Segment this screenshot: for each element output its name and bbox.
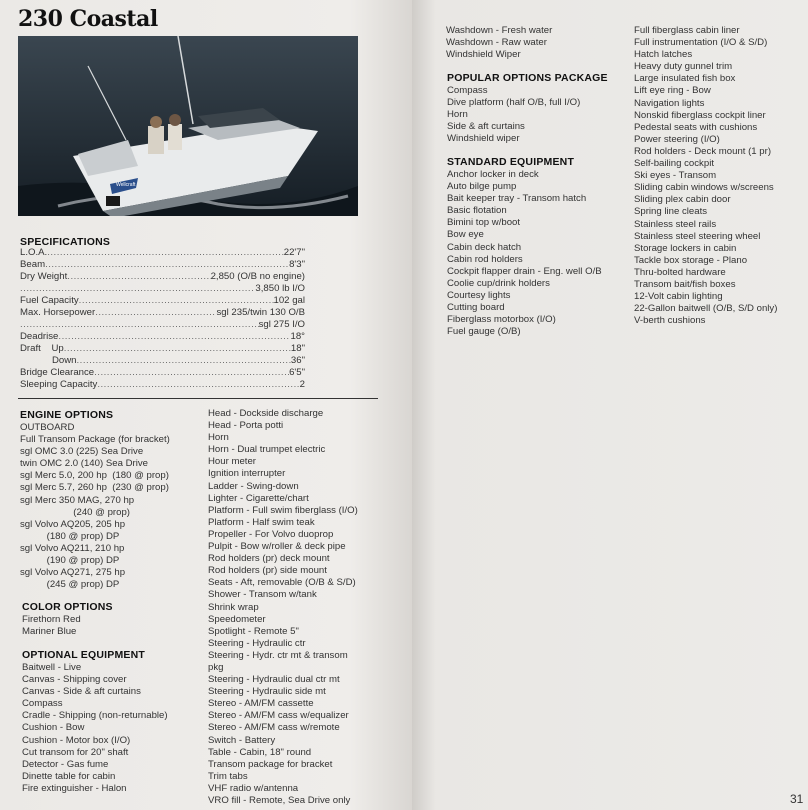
standard-equipment-item: Bow eye: [447, 229, 484, 241]
spec-row: [20, 331, 305, 343]
standard-equipment-item: Ski eyes - Transom: [634, 170, 717, 182]
standard-equipment-item: Cockpit flapper drain - Eng. well O/B: [447, 265, 602, 277]
color-options-heading: COLOR OPTIONS: [22, 601, 113, 613]
engine-option-item: twin OMC 2.0 (140) Sea Drive: [20, 458, 148, 470]
optional-equipment-item: Canvas - Side & aft curtains: [22, 686, 141, 698]
standard-equipment-item: Tackle box storage - Plano: [634, 254, 748, 266]
optional-equipment-item: Head - Dockside discharge: [208, 408, 324, 419]
standard-equipment-item: Storage lockers in cabin: [634, 242, 737, 254]
standard-equipment-item: Spring line cleats: [634, 206, 708, 218]
section-divider: [18, 398, 378, 399]
engine-option-item: sgl Volvo AQ205, 205 hp: [20, 518, 126, 530]
engine-option-item: sgl Merc 350 MAG, 270 hp: [20, 494, 135, 506]
standard-equipment-item: Fiberglass motorbox (I/O): [447, 314, 556, 326]
optional-equipment-item: Cushion - Bow: [22, 722, 85, 734]
optional-equipment-item: Table - Cabin, 18" round: [208, 746, 312, 758]
engine-option-item: sgl Merc 5.0, 200 hp (180 @ prop): [20, 470, 169, 482]
popular-options-heading: POPULAR OPTIONS PACKAGE: [447, 72, 608, 84]
standard-equipment-item: Lift eye ring - Bow: [634, 85, 711, 97]
engine-option-item: Full Transom Package (for bracket): [20, 434, 170, 446]
optional-equipment-col2: [208, 408, 358, 807]
optional-equipment-item: Spotlight - Remote 5": [208, 625, 299, 637]
standard-equipment-item: Thru-bolted hardware: [634, 266, 726, 278]
optional-equipment-item: Speedometer: [208, 613, 266, 625]
engine-option-item: sgl Volvo AQ271, 275 hp: [20, 567, 126, 579]
optional-equipment-item: Steering - Hydraulic ctr: [208, 637, 306, 649]
optional-equipment-item: Cradle - Shipping (non-returnable): [22, 710, 168, 722]
optional-equipment-item: Shower - Transom w/tank: [208, 589, 317, 601]
standard-equipment-item: V-berth cushions: [634, 315, 706, 327]
spec-value: 18": [290, 343, 305, 354]
standard-equipment-item: Bimini top w/boot: [447, 217, 521, 229]
standard-equipment-col1: [447, 169, 602, 338]
standard-equipment-item: Courtesy lights: [447, 289, 511, 301]
standard-equipment-item: Hatch latches: [634, 49, 693, 61]
spec-value: sgl 275 I/O: [258, 319, 305, 330]
spec-label: Deadrise: [20, 331, 59, 342]
optional-equipment-heading: OPTIONAL EQUIPMENT: [22, 649, 145, 661]
dot-leader: [58, 331, 290, 343]
engine-option-item: (245 @ prop) DP: [20, 579, 120, 591]
optional-equipment-item: Seats - Aft, removable (O/B & S/D): [208, 577, 356, 589]
popular-options-list: [447, 85, 580, 145]
optional-equipment-item: Rod holders (pr) side mount: [208, 565, 327, 577]
optional-equipment-item: Cut transom for 20" shaft: [22, 746, 129, 758]
dot-leader: [77, 355, 291, 367]
standard-equipment-item: 12-Volt cabin lighting: [634, 291, 723, 303]
spec-label: Fuel Capacity: [20, 295, 79, 306]
optional-equipment-item: Dinette table for cabin: [22, 770, 116, 782]
dot-leader: [94, 367, 289, 379]
standard-equipment-item: Fuel gauge (O/B): [447, 326, 521, 338]
standard-equipment-item: Cabin deck hatch: [447, 241, 522, 253]
standard-equipment-item: Bait keeper tray - Transom hatch: [447, 193, 587, 205]
spec-label: Dry Weight: [20, 271, 68, 282]
dot-leader: [97, 379, 299, 391]
standard-equipment-heading: STANDARD EQUIPMENT: [447, 156, 575, 168]
spec-value: 3,850 lb I/O: [255, 283, 305, 294]
optional-equipment-item: Propeller - For Volvo duoprop: [208, 528, 334, 540]
popular-option-item: Dive platform (half O/B, full I/O): [447, 97, 581, 109]
optional-equipment-item: Ladder - Swing-down: [208, 480, 299, 492]
optional-equipment-item: Hour meter: [208, 456, 256, 468]
optional-equipment-item: Transom package for bracket: [208, 758, 333, 770]
optional-equipment-item: Washdown - Raw water: [446, 37, 547, 49]
page-number: 31: [790, 792, 804, 806]
spec-row: [20, 343, 305, 355]
boat-photo: [18, 36, 358, 216]
spec-label: Down: [20, 355, 77, 366]
optional-equipment-col1: [22, 662, 168, 795]
optional-equipment-item: Trim tabs: [208, 770, 248, 782]
optional-equipment-item: Steering - Hydraulic dual ctr mt: [208, 674, 340, 686]
optional-equipment-item: Lighter - Cigarette/chart: [208, 492, 309, 504]
engine-options-list: [20, 422, 170, 591]
optional-equipment-item: Steering - Hydraulic side mt: [208, 686, 326, 698]
dot-leader: [95, 307, 216, 319]
standard-equipment-item: Basic flotation: [447, 205, 507, 217]
optional-equipment-item: Stereo - AM/FM cassette: [208, 698, 314, 710]
spec-row: [20, 259, 305, 271]
standard-equipment-item: Stainless steel rails: [634, 218, 717, 230]
spec-label: Beam: [20, 259, 46, 270]
spec-row: [20, 355, 305, 367]
standard-equipment-item: Cutting board: [447, 302, 505, 314]
specifications-heading: SPECIFICATIONS: [20, 236, 111, 248]
standard-equipment-item: Navigation lights: [634, 97, 705, 109]
dot-leader: [67, 271, 210, 283]
optional-equipment-item: Windshield Wiper: [446, 49, 521, 61]
optional-equipment-item: pkg: [208, 661, 224, 673]
standard-equipment-item: Full fiberglass cabin liner: [634, 25, 740, 36]
dot-leader: [79, 295, 274, 307]
standard-equipment-item: Full instrumentation (I/O & S/D): [634, 37, 768, 49]
standard-equipment-item: Coolie cup/drink holders: [447, 277, 550, 289]
optional-equipment-item: Platform - Half swim teak: [208, 516, 315, 528]
standard-equipment-item: Power steering (I/O): [634, 133, 720, 145]
standard-equipment-item: Transom bait/fish boxes: [634, 278, 736, 290]
color-option-item: Mariner Blue: [22, 626, 77, 638]
hull-badge: Wellcraft: [116, 182, 136, 188]
engine-option-item: sgl Volvo AQ211, 210 hp: [20, 542, 125, 554]
spec-label: Bridge Clearance: [20, 367, 95, 378]
spec-row: [20, 367, 305, 379]
spec-label: Sleeping Capacity: [20, 379, 98, 390]
page-title: 230 Coastal: [18, 6, 158, 32]
spec-row: [20, 307, 305, 319]
standard-equipment-item: 22-Gallon baitwell (O/B, S/D only): [634, 303, 778, 315]
standard-equipment-item: Sliding cabin windows w/screens: [634, 182, 774, 194]
standard-equipment-item: Stainless steel steering wheel: [634, 230, 761, 242]
optional-equipment-item: Stereo - AM/FM cass w/remote: [208, 722, 340, 734]
color-options-list: [22, 614, 81, 638]
optional-equipment-item: Baitwell - Live: [22, 662, 82, 673]
optional-equipment-item: Steering - Hydr. ctr mt & transom: [208, 649, 348, 661]
engine-option-item: sgl Merc 5.7, 260 hp (230 @ prop): [20, 482, 169, 494]
engine-option-item: sgl OMC 3.0 (225) Sea Drive: [20, 446, 144, 458]
standard-equipment-item: Auto bilge pump: [447, 181, 517, 193]
spec-row: [20, 247, 305, 259]
spec-value: 36": [290, 355, 305, 366]
optional-equipment-item: Shrink wrap: [208, 601, 259, 613]
optional-equipment-item: Fire extinguisher - Halon: [22, 782, 127, 794]
spec-row: [20, 319, 305, 331]
spec-value: 22'7": [283, 247, 305, 258]
spec-value: 102 gal: [273, 295, 305, 306]
optional-equipment-item: VHF radio w/antenna: [208, 782, 299, 794]
optional-equipment-item: Washdown - Fresh water: [446, 25, 553, 36]
standard-equipment-item: Nonskid fiberglass cockpit liner: [634, 109, 766, 121]
popular-option-item: Side & aft curtains: [447, 121, 525, 133]
optional-equipment-item: Switch - Battery: [208, 734, 276, 746]
popular-option-item: Windshield wiper: [447, 133, 520, 145]
popular-option-item: Compass: [447, 85, 488, 96]
color-option-item: Firethorn Red: [22, 614, 81, 625]
engine-option-item: OUTBOARD: [20, 422, 75, 433]
spec-label: Max. Horsepower: [20, 307, 96, 318]
optional-equipment-item: Stereo - AM/FM cass w/equalizer: [208, 710, 349, 722]
spec-row: [20, 295, 305, 307]
optional-equipment-item: Horn - Dual trumpet electric: [208, 444, 326, 456]
standard-equipment-item: Heavy duty gunnel trim: [634, 61, 733, 73]
engine-option-item: (240 @ prop): [20, 506, 130, 518]
spec-row: [20, 283, 305, 295]
engine-option-item: (180 @ prop) DP: [20, 530, 120, 542]
standard-equipment-item: Self-bailing cockpit: [634, 158, 714, 170]
optional-equipment-item: Compass: [22, 698, 63, 710]
optional-equipment-item: Rod holders (pr) deck mount: [208, 553, 330, 565]
spec-value: 8'3": [289, 259, 305, 270]
dot-leader: [47, 247, 284, 259]
standard-equipment-item: Cabin rod holders: [447, 253, 523, 265]
optional-equipment-item: Cushion - Motor box (I/O): [22, 734, 131, 746]
engine-option-item: (190 @ prop) DP: [20, 555, 120, 567]
spec-label: L.O.A.: [20, 247, 48, 258]
popular-option-item: Horn: [447, 109, 468, 121]
optional-equipment-item: Ignition interrupter: [208, 468, 286, 480]
optional-equipment-col3: [446, 25, 552, 61]
spec-value: 2: [299, 379, 305, 390]
standard-equipment-item: Rod holders - Deck mount (1 pr): [634, 145, 772, 157]
standard-equipment-item: Sliding plex cabin door: [634, 194, 731, 206]
engine-options-heading: ENGINE OPTIONS: [20, 409, 114, 421]
dot-leader: [64, 343, 291, 355]
optional-equipment-item: Head - Porta potti: [208, 420, 284, 432]
standard-equipment-item: Large insulated fish box: [634, 73, 736, 85]
spec-row: [20, 379, 305, 391]
spec-value: 18°: [290, 331, 305, 342]
optional-equipment-item: Platform - Full swim fiberglass (I/O): [208, 504, 358, 516]
dot-leader: [45, 259, 289, 271]
spec-value: sgl 235/twin 130 O/B: [216, 307, 305, 318]
optional-equipment-item: Pulpit - Bow w/roller & deck pipe: [208, 541, 346, 553]
optional-equipment-item: Horn: [208, 432, 229, 444]
optional-equipment-item: Detector - Gas fume: [22, 758, 109, 770]
spec-row: [20, 271, 305, 283]
spec-label: Draft Up: [20, 343, 64, 354]
standard-equipment-col2: [634, 25, 777, 327]
spec-value: 2,850 (O/B no engine): [210, 271, 305, 282]
dot-leader: [20, 283, 255, 295]
optional-equipment-item: VRO fill - Remote, Sea Drive only: [208, 795, 351, 806]
standard-equipment-item: Anchor locker in deck: [447, 169, 539, 180]
dot-leader: [20, 319, 259, 331]
boat-illustration: [18, 36, 358, 216]
optional-equipment-item: Canvas - Shipping cover: [22, 674, 127, 686]
standard-equipment-item: Pedestal seats with cushions: [634, 121, 758, 133]
spec-value: 6'5": [289, 367, 305, 378]
